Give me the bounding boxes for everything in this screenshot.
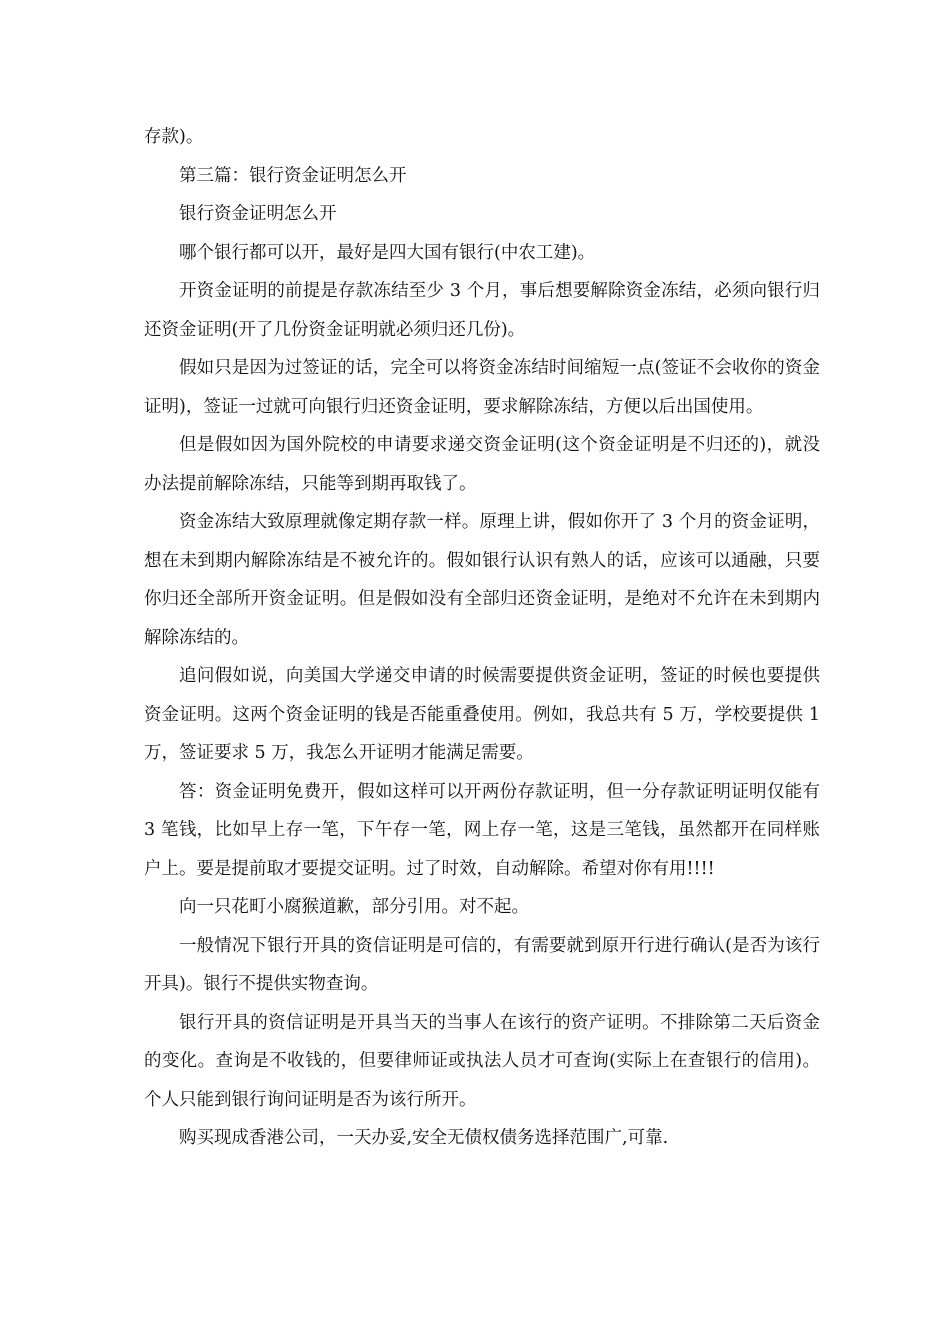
- paragraph: 答：资金证明免费开，假如这样可以开两份存款证明，但一分存款证明证明仅能有 3 笔钱，比如早上存一笔，下午存一笔，网上存一笔，这是三笔钱，虽然都开在同样账户上。要是提前取才要提交证明。过了时效，自动解除。希望对你有用!!!!: [144, 781, 820, 879]
- paragraph-continuation: 存款)。: [144, 127, 204, 147]
- paragraph: 哪个银行都可以开，最好是四大国有银行(中农工建)。: [179, 242, 596, 263]
- paragraph: 购买现成香港公司，一天办妥,安全无债权债务选择范围广,可靠.: [179, 1128, 669, 1148]
- section-subtitle: 银行资金证明怎么开: [179, 204, 337, 224]
- paragraph: 假如只是因为过签证的话，完全可以将资金冻结时间缩短一点(签证不会收你的资金证明)，签证一过就可向银行归还资金证明，要求解除冻结，方便以后出国使用。: [144, 358, 820, 417]
- document-page: [144, 118, 820, 1158]
- paragraph: 一般情况下银行开具的资信证明是可信的，有需要就到原开行进行确认(是否为该行开具)。银行不提供实物查询。: [144, 935, 820, 994]
- paragraph: 开资金证明的前提是存款冻结至少 3 个月，事后想要解除资金冻结，必须向银行归还资金证明(开了几份资金证明就必须归还几份)。: [144, 281, 820, 340]
- section-heading: 第三篇：银行资金证明怎么开: [179, 165, 407, 186]
- paragraph: 追问假如说，向美国大学递交申请的时候需要提供资金证明，签证的时候也要提供资金证明。这两个资金证明的钱是否能重叠使用。例如，我总共有 5 万，学校要提供 1 万，签证要求 5 万，我怎么开证明才能满足需要。: [144, 666, 820, 763]
- paragraph: 向一只花町小腐猴道歉，部分引用。对不起。: [179, 897, 529, 917]
- paragraph: 资金冻结大致原理就像定期存款一样。原理上讲，假如你开了 3 个月的资金证明，想在未到期内解除冻结是不被允许的。假如银行认识有熟人的话，应该可以通融，只要你归还全部所开资金证明。但是假如没有全部归还资金证明，是绝对不允许在未到期内解除冻结的。: [144, 512, 820, 648]
- paragraph: 但是假如因为国外院校的申请要求递交资金证明(这个资金证明是不归还的)，就没办法提前解除冻结，只能等到期再取钱了。: [144, 435, 820, 494]
- paragraph: 银行开具的资信证明是开具当天的当事人在该行的资产证明。不排除第二天后资金的变化。查询是不收钱的，但要律师证或执法人员才可查询(实际上在查银行的信用)。个人只能到银行询问证明是否为该行所开。: [144, 1012, 820, 1110]
